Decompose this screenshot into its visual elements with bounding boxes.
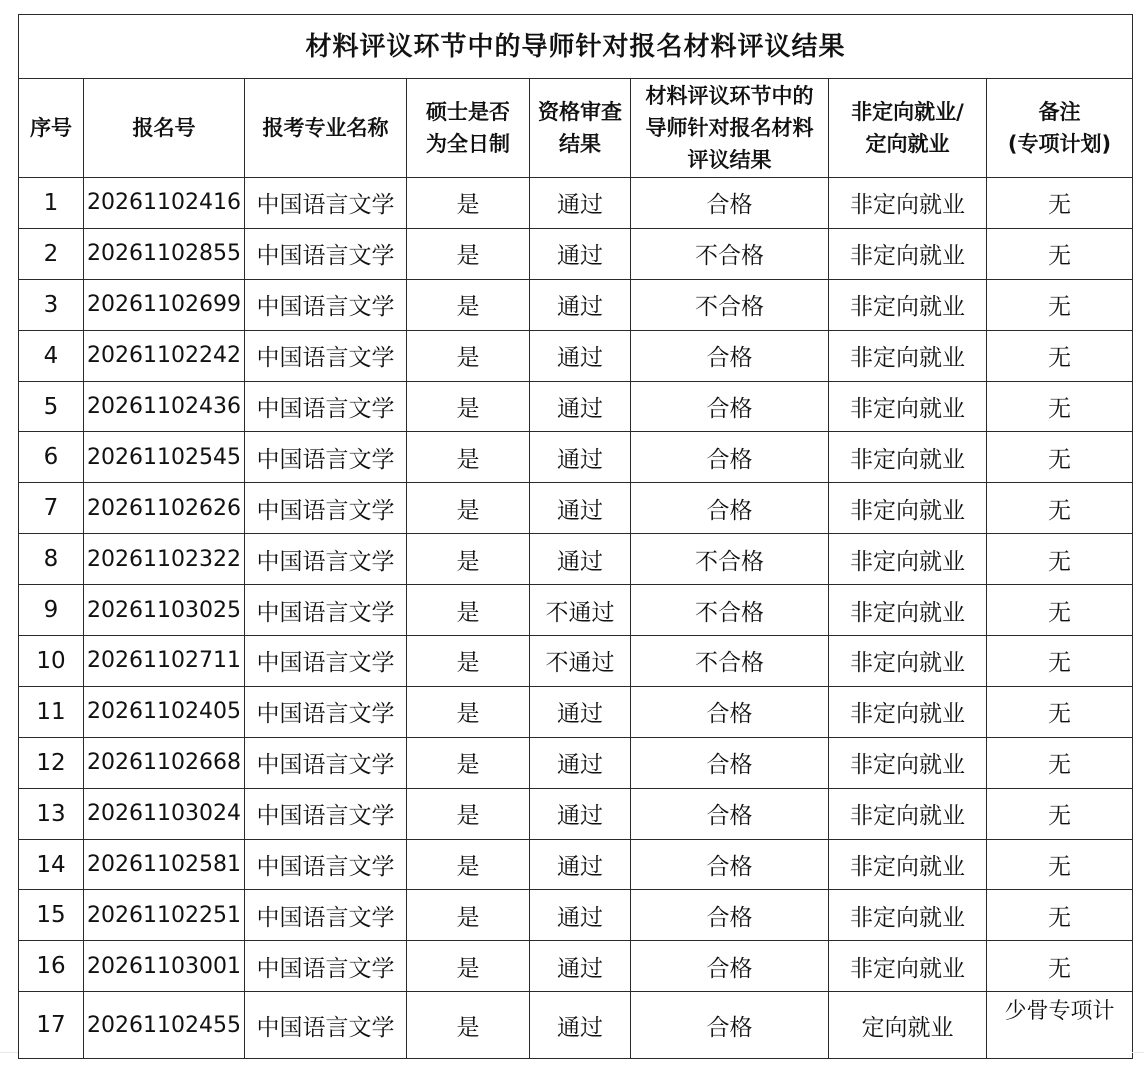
cell-major: 中国语言文学 [245, 686, 407, 737]
cell-major: 中国语言文学 [245, 992, 407, 1059]
cell-review-result: 合格 [631, 178, 829, 229]
table-row [19, 585, 1133, 636]
cell-major: 中国语言文学 [245, 381, 407, 432]
cell-employment-type: 非定向就业 [829, 279, 987, 330]
cell-full-time: 是 [407, 839, 530, 890]
cell-review-result: 合格 [631, 483, 829, 534]
table-row [19, 330, 1133, 381]
cell-major: 中国语言文学 [245, 941, 407, 992]
cell-full-time: 是 [407, 483, 530, 534]
cell-registration-no: 20261103025 [84, 585, 245, 636]
header-remark [987, 79, 1133, 178]
cell-review-result: 合格 [631, 432, 829, 483]
cell-major: 中国语言文学 [245, 432, 407, 483]
background-rule-left [0, 1052, 18, 1053]
cell-review-result: 合格 [631, 788, 829, 839]
cell-remark: 无 [987, 483, 1133, 534]
cell-seq: 6 [19, 432, 84, 483]
cell-full-time: 是 [407, 228, 530, 279]
header-line: 结果 [559, 132, 601, 156]
header-line: 硕士是否 [426, 100, 510, 124]
cell-employment-type: 非定向就业 [829, 178, 987, 229]
cell-employment-type: 非定向就业 [829, 432, 987, 483]
cell-remark: 无 [987, 788, 1133, 839]
cell-major: 中国语言文学 [245, 178, 407, 229]
cell-employment-type: 非定向就业 [829, 330, 987, 381]
table-row [19, 279, 1133, 330]
cell-major: 中国语言文学 [245, 636, 407, 687]
cell-review-result: 合格 [631, 686, 829, 737]
background-rule-right [1132, 1052, 1144, 1053]
cell-full-time: 是 [407, 381, 530, 432]
cell-qualification: 通过 [530, 228, 631, 279]
cell-full-time: 是 [407, 585, 530, 636]
document-frame [18, 14, 1132, 1076]
cell-qualification: 通过 [530, 178, 631, 229]
cell-remark: 无 [987, 228, 1133, 279]
cell-major: 中国语言文学 [245, 534, 407, 585]
results-table [18, 14, 1133, 1059]
header-review-result [631, 79, 829, 178]
cell-registration-no: 20261102322 [84, 534, 245, 585]
table-row [19, 788, 1133, 839]
table-row [19, 636, 1133, 687]
cell-review-result: 不合格 [631, 636, 829, 687]
cell-remark: 无 [987, 381, 1133, 432]
cell-registration-no: 20261102626 [84, 483, 245, 534]
cell-employment-type: 非定向就业 [829, 636, 987, 687]
cell-full-time: 是 [407, 534, 530, 585]
cell-remark: 无 [987, 636, 1133, 687]
cell-major: 中国语言文学 [245, 737, 407, 788]
cell-major: 中国语言文学 [245, 839, 407, 890]
header-registration-no [84, 79, 245, 178]
table-row [19, 534, 1133, 585]
cell-qualification: 通过 [530, 941, 631, 992]
cell-full-time: 是 [407, 686, 530, 737]
cell-review-result: 不合格 [631, 585, 829, 636]
table-row [19, 432, 1133, 483]
cell-seq: 15 [19, 890, 84, 941]
cell-review-result: 合格 [631, 890, 829, 941]
cell-major: 中国语言文学 [245, 330, 407, 381]
cell-review-result: 合格 [631, 737, 829, 788]
cell-seq: 4 [19, 330, 84, 381]
cell-seq: 1 [19, 178, 84, 229]
cell-full-time: 是 [407, 941, 530, 992]
cell-remark: 无 [987, 330, 1133, 381]
cell-qualification: 通过 [530, 686, 631, 737]
cell-employment-type: 非定向就业 [829, 483, 987, 534]
cell-review-result: 不合格 [631, 279, 829, 330]
cell-major: 中国语言文学 [245, 890, 407, 941]
cell-major: 中国语言文学 [245, 585, 407, 636]
table-row [19, 839, 1133, 890]
cell-employment-type: 非定向就业 [829, 839, 987, 890]
cell-major: 中国语言文学 [245, 483, 407, 534]
cell-registration-no: 20261102581 [84, 839, 245, 890]
cell-major: 中国语言文学 [245, 228, 407, 279]
cell-remark: 无 [987, 839, 1133, 890]
table-row [19, 890, 1133, 941]
cell-qualification: 通过 [530, 534, 631, 585]
cell-seq: 5 [19, 381, 84, 432]
cell-qualification: 通过 [530, 890, 631, 941]
cell-employment-type: 非定向就业 [829, 228, 987, 279]
table-row [19, 381, 1133, 432]
cell-review-result: 不合格 [631, 534, 829, 585]
cell-registration-no: 20261102436 [84, 381, 245, 432]
cell-seq: 2 [19, 228, 84, 279]
header-qualification [530, 79, 631, 178]
table-title: 材料评议环节中的导师针对报名材料评议结果 [19, 15, 1133, 79]
table-row [19, 941, 1133, 992]
cell-seq: 3 [19, 279, 84, 330]
cell-registration-no: 20261103001 [84, 941, 245, 992]
cell-seq: 8 [19, 534, 84, 585]
cell-employment-type: 非定向就业 [829, 890, 987, 941]
cell-remark: 无 [987, 737, 1133, 788]
header-major [245, 79, 407, 178]
cell-full-time: 是 [407, 330, 530, 381]
cell-registration-no: 20261102699 [84, 279, 245, 330]
table-body [19, 178, 1133, 1059]
cell-employment-type: 非定向就业 [829, 941, 987, 992]
cell-review-result: 合格 [631, 330, 829, 381]
cell-qualification: 不通过 [530, 585, 631, 636]
cell-seq: 9 [19, 585, 84, 636]
cell-registration-no: 20261102251 [84, 890, 245, 941]
cell-qualification: 通过 [530, 483, 631, 534]
cell-registration-no: 20261102242 [84, 330, 245, 381]
header-seq [19, 79, 84, 178]
cell-registration-no: 20261102455 [84, 992, 245, 1059]
header-full-time [407, 79, 530, 178]
header-line: 非定向就业/ [851, 100, 964, 124]
cell-remark: 无 [987, 686, 1133, 737]
cell-registration-no: 20261102855 [84, 228, 245, 279]
cell-seq: 10 [19, 636, 84, 687]
cell-major: 中国语言文学 [245, 279, 407, 330]
cell-review-result: 合格 [631, 992, 829, 1059]
cell-employment-type: 定向就业 [829, 992, 987, 1059]
cell-seq: 16 [19, 941, 84, 992]
cell-seq: 12 [19, 737, 84, 788]
header-line: (专项计划) [1007, 132, 1112, 156]
header-row [19, 79, 1133, 178]
cell-full-time: 是 [407, 279, 530, 330]
cell-employment-type: 非定向就业 [829, 585, 987, 636]
header-line: 资格审查 [538, 100, 622, 124]
cell-review-result: 不合格 [631, 228, 829, 279]
cell-review-result: 合格 [631, 941, 829, 992]
cell-qualification: 通过 [530, 381, 631, 432]
cell-seq: 7 [19, 483, 84, 534]
cell-full-time: 是 [407, 788, 530, 839]
cell-employment-type: 非定向就业 [829, 788, 987, 839]
table-row [19, 178, 1133, 229]
cell-remark: 无 [987, 279, 1133, 330]
header-line: 为全日制 [426, 132, 510, 156]
cell-remark: 无 [987, 585, 1133, 636]
cell-remark: 无 [987, 432, 1133, 483]
header-line: 报名号 [132, 116, 196, 140]
header-line: 备注 [1038, 100, 1081, 124]
table-row [19, 737, 1133, 788]
cell-remark: 无 [987, 178, 1133, 229]
cell-qualification: 通过 [530, 279, 631, 330]
cell-qualification: 通过 [530, 788, 631, 839]
header-line: 定向就业 [865, 132, 950, 156]
header-line: 评议结果 [687, 148, 772, 172]
cell-remark: 无 [987, 941, 1133, 992]
cell-qualification: 不通过 [530, 636, 631, 687]
cell-full-time: 是 [407, 432, 530, 483]
cell-seq: 17 [19, 992, 84, 1059]
table-row [19, 686, 1133, 737]
cell-registration-no: 20261103024 [84, 788, 245, 839]
cell-full-time: 是 [407, 992, 530, 1059]
cell-registration-no: 20261102668 [84, 737, 245, 788]
header-line: 序号 [30, 116, 72, 140]
cell-seq: 11 [19, 686, 84, 737]
cell-seq: 14 [19, 839, 84, 890]
cell-employment-type: 非定向就业 [829, 686, 987, 737]
cell-review-result: 合格 [631, 839, 829, 890]
cell-full-time: 是 [407, 890, 530, 941]
cell-major: 中国语言文学 [245, 788, 407, 839]
header-line: 导师针对报名材料 [645, 116, 814, 140]
cell-remark: 无 [987, 890, 1133, 941]
cell-registration-no: 20261102405 [84, 686, 245, 737]
cell-qualification: 通过 [530, 992, 631, 1059]
cell-seq: 13 [19, 788, 84, 839]
cell-qualification: 通过 [530, 737, 631, 788]
cell-registration-no: 20261102416 [84, 178, 245, 229]
cell-employment-type: 非定向就业 [829, 737, 987, 788]
cell-qualification: 通过 [530, 330, 631, 381]
cell-qualification: 通过 [530, 839, 631, 890]
cell-registration-no: 20261102711 [84, 636, 245, 687]
header-employment-type [829, 79, 987, 178]
header-line: 材料评议环节中的 [645, 84, 814, 108]
cell-qualification: 通过 [530, 432, 631, 483]
cell-full-time: 是 [407, 737, 530, 788]
cell-full-time: 是 [407, 178, 530, 229]
table-row [19, 992, 1133, 1059]
cell-review-result: 合格 [631, 381, 829, 432]
cell-employment-type: 非定向就业 [829, 534, 987, 585]
cell-remark: 少骨专项计 [987, 992, 1133, 1059]
cell-full-time: 是 [407, 636, 530, 687]
cell-employment-type: 非定向就业 [829, 381, 987, 432]
header-line: 报考专业名称 [262, 116, 389, 140]
cell-remark: 无 [987, 534, 1133, 585]
table-row [19, 483, 1133, 534]
table-row [19, 228, 1133, 279]
cell-registration-no: 20261102545 [84, 432, 245, 483]
